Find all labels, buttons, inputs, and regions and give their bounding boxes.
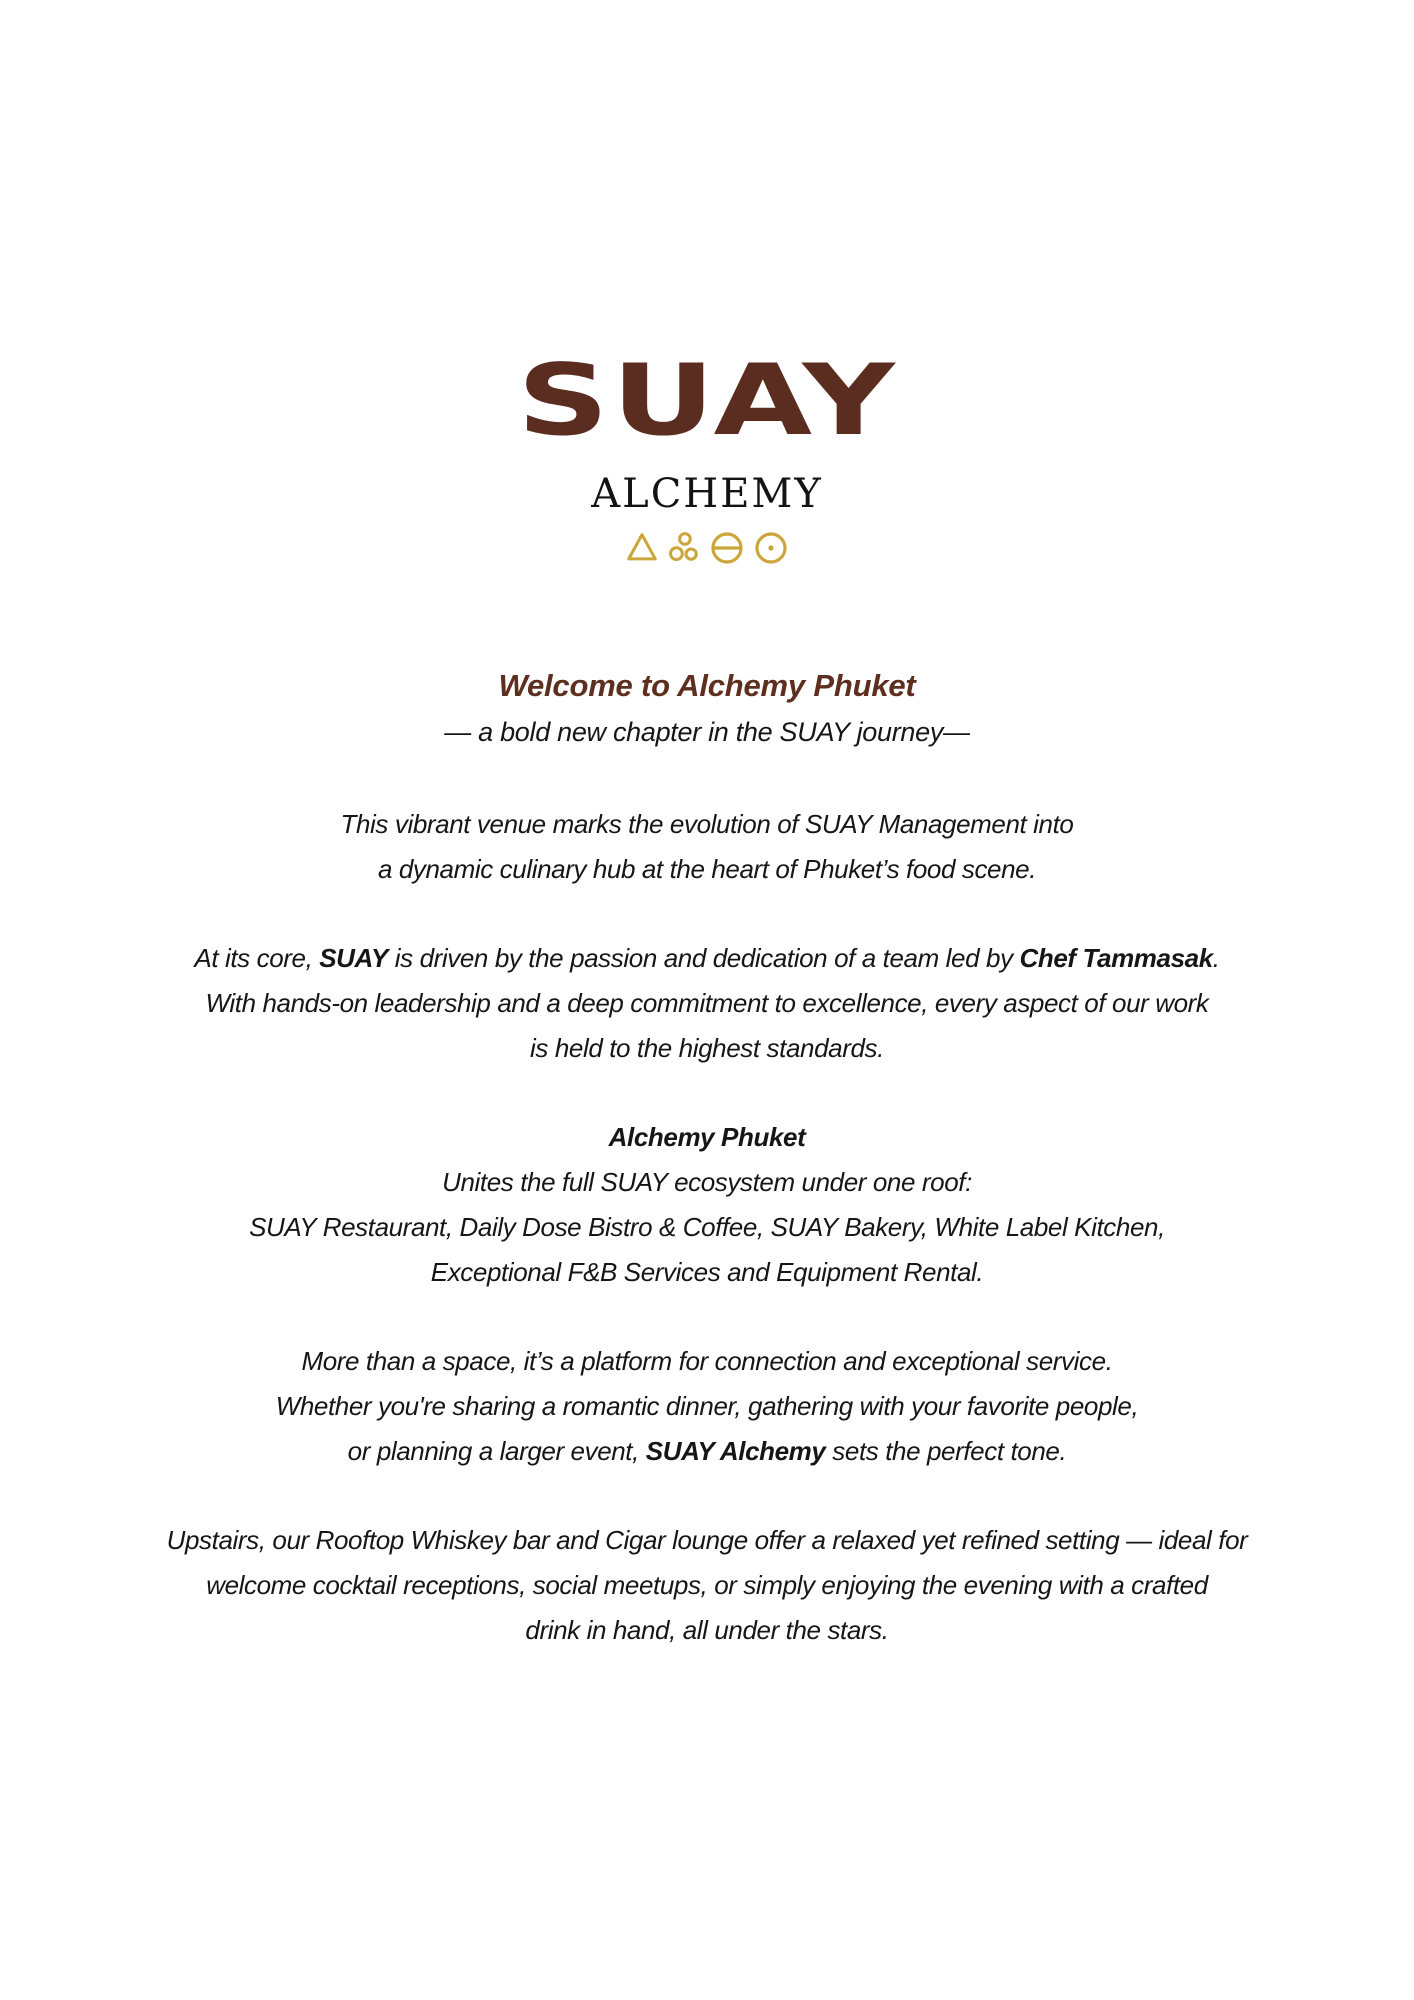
paragraph-team	[57, 936, 1357, 1071]
emphasized-text: Alchemy Phuket	[608, 1122, 806, 1152]
text-line	[57, 1115, 1357, 1160]
brand-header	[0, 344, 1414, 566]
text-segment: Unites the full SUAY ecosystem under one roof:	[442, 1167, 972, 1197]
text-line	[57, 936, 1357, 981]
text-line	[57, 1160, 1357, 1205]
paragraph-platform	[57, 1339, 1357, 1474]
page-title: Welcome to Alchemy Phuket	[498, 668, 916, 703]
text-line	[57, 1026, 1357, 1071]
welcome-section	[0, 666, 1414, 1653]
emphasized-text: SUAY	[319, 943, 388, 973]
content-blocks	[0, 802, 1414, 1653]
text-segment: .	[1212, 943, 1220, 973]
text-line	[57, 802, 1357, 847]
dotted-circle-icon	[752, 528, 790, 566]
text-segment: Whether you're sharing a romantic dinner, gathering with your favorite people,	[275, 1391, 1139, 1421]
text-segment: This vibrant venue marks the evolution of SUAY Management into	[340, 809, 1074, 839]
text-segment: SUAY Restaurant, Daily Dose Bistro & Coffee, SUAY Bakery, White Label Kitchen,	[249, 1212, 1165, 1242]
text-segment: is driven by the passion and dedication of a team led by	[387, 943, 1020, 973]
text-line	[57, 1250, 1357, 1295]
text-segment: Exceptional F&B Services and Equipment Rental.	[430, 1257, 984, 1287]
three-circles-icon	[666, 529, 702, 565]
text-line	[57, 1518, 1357, 1563]
text-line	[57, 981, 1357, 1026]
text-segment: With hands-on leadership and a deep commitment to excellence, every aspect of our work	[205, 988, 1209, 1018]
text-line	[57, 847, 1357, 892]
alchemy-wordmark: ALCHEMY	[591, 471, 823, 517]
text-line	[57, 1339, 1357, 1384]
fire-triangle-icon	[624, 529, 660, 565]
text-line	[57, 1205, 1357, 1250]
text-segment: a dynamic culinary hub at the heart of Phuket’s food scene.	[377, 854, 1037, 884]
text-segment: At its core,	[194, 943, 320, 973]
text-segment: sets the perfect tone.	[825, 1436, 1067, 1466]
text-segment: Upstairs, our Rooftop Whiskey bar and Cigar lounge offer a relaxed yet refined setting — ideal for	[166, 1525, 1248, 1555]
text-line	[57, 1384, 1357, 1429]
emphasized-text: SUAY Alchemy	[645, 1436, 826, 1466]
paragraph-rooftop	[57, 1518, 1357, 1653]
crossed-circle-icon	[708, 528, 746, 566]
emphasized-text: Chef Tammasak	[1019, 943, 1213, 973]
paragraph-intro	[57, 802, 1357, 892]
text-segment: or planning a larger event,	[347, 1436, 646, 1466]
text-line	[57, 1563, 1357, 1608]
text-line	[57, 1608, 1357, 1653]
text-segment: is held to the highest standards.	[530, 1033, 884, 1063]
text-segment: drink in hand, all under the stars.	[525, 1615, 889, 1645]
alchemy-symbols-row	[0, 528, 1414, 566]
suay-logo-wordmark: SUAY	[516, 344, 898, 458]
paragraph-ecosystem	[57, 1115, 1357, 1295]
text-segment: More than a space, it’s a platform for connection and exceptional service.	[301, 1346, 1113, 1376]
text-segment: welcome cocktail receptions, social meetups, or simply enjoying the evening with a crafted	[206, 1570, 1208, 1600]
text-line	[57, 1429, 1357, 1474]
page-subtitle: — a bold new chapter in the SUAY journey—	[444, 717, 970, 747]
